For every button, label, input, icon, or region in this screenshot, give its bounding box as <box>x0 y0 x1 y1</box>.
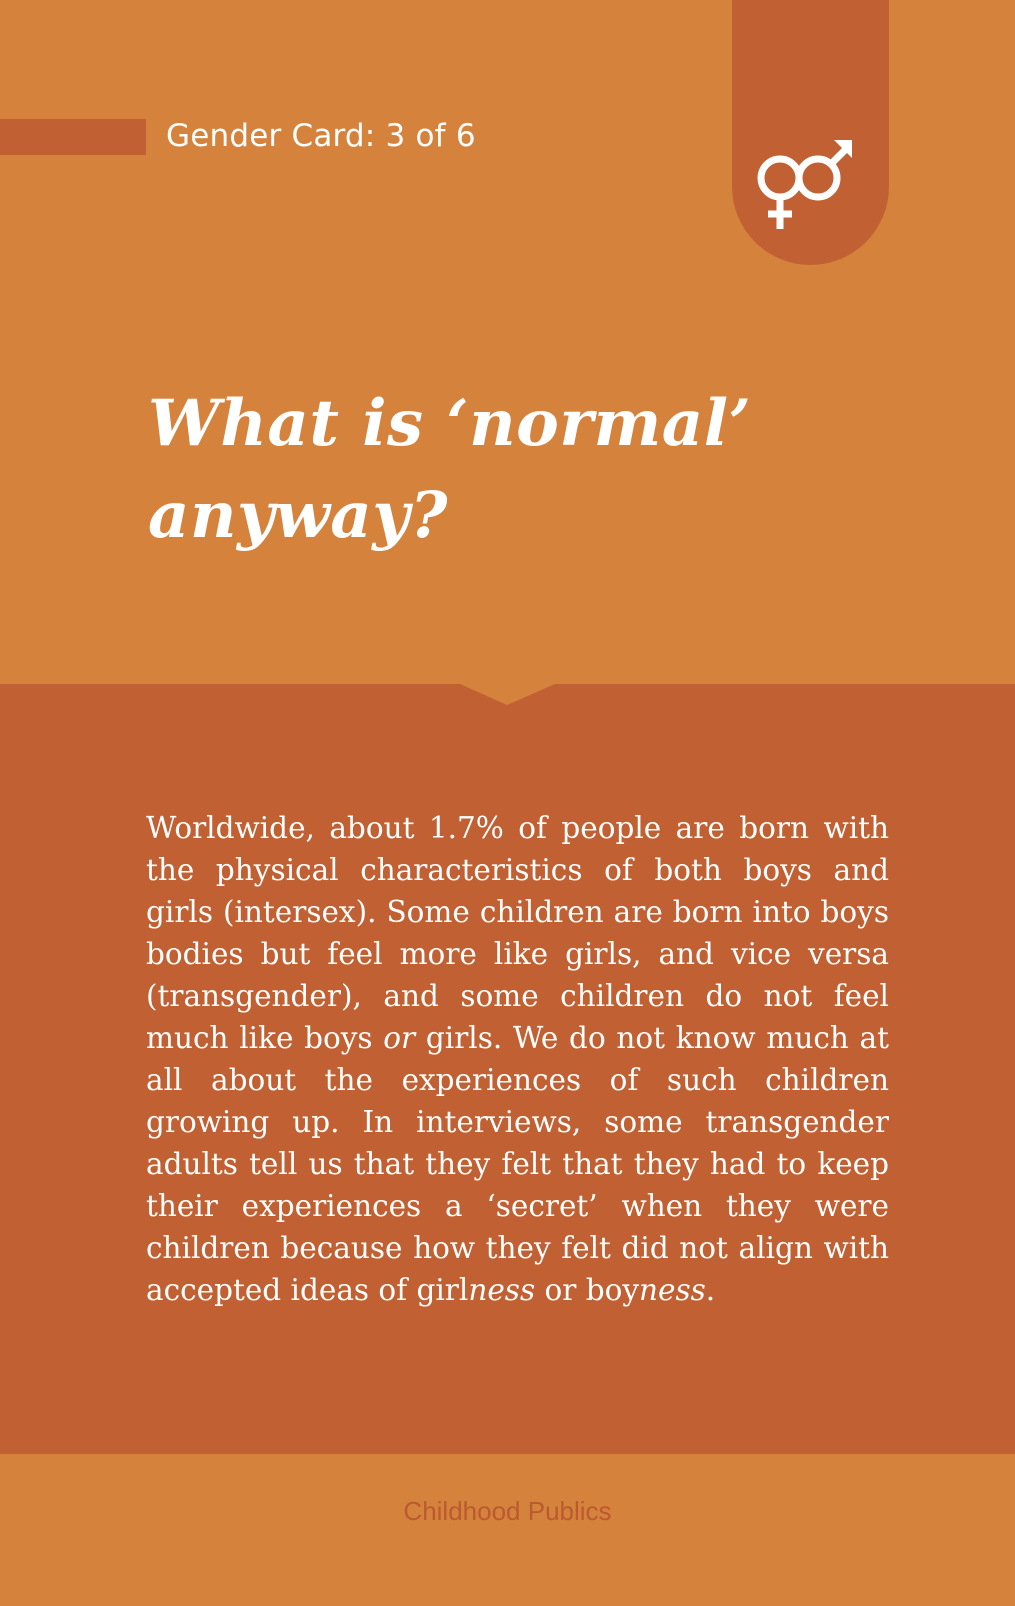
body-text-part: . <box>705 1273 716 1307</box>
body-emphasis: ness <box>639 1273 706 1307</box>
bookmark-tab <box>732 0 889 265</box>
card-title <box>148 378 868 562</box>
title-line-2: anyway? <box>148 478 448 553</box>
decorative-bar <box>0 119 146 155</box>
intersex-symbol-icon <box>732 0 889 265</box>
body-text-part: Worldwide, about 1.7% of people are born with the physical characteristics of both boys and girls (intersex). Some children are born into boys bodies but feel more like girls, and vice versa (transgender), and some children do not feel much like boys <box>146 811 889 1055</box>
body-text-part: girls. We do not know much at all about the experiences of such children growing up. In interviews, some transgender adults tell us that they felt that they had to keep their experiences a ‘secret’ when they were children because how they felt did not align with accepted ideas of girl <box>146 1021 890 1307</box>
body-emphasis: ness <box>468 1273 536 1307</box>
publisher-name: Childhood Publics <box>403 1496 612 1526</box>
body-paragraph <box>146 807 889 1311</box>
card-label: Gender Card: 3 of 6 <box>166 118 476 154</box>
body-text-part: or boy <box>535 1273 640 1307</box>
panel-notch <box>0 684 1015 709</box>
title-line-1: What is ‘normal’ <box>148 386 752 461</box>
body-emphasis: or <box>383 1021 416 1055</box>
